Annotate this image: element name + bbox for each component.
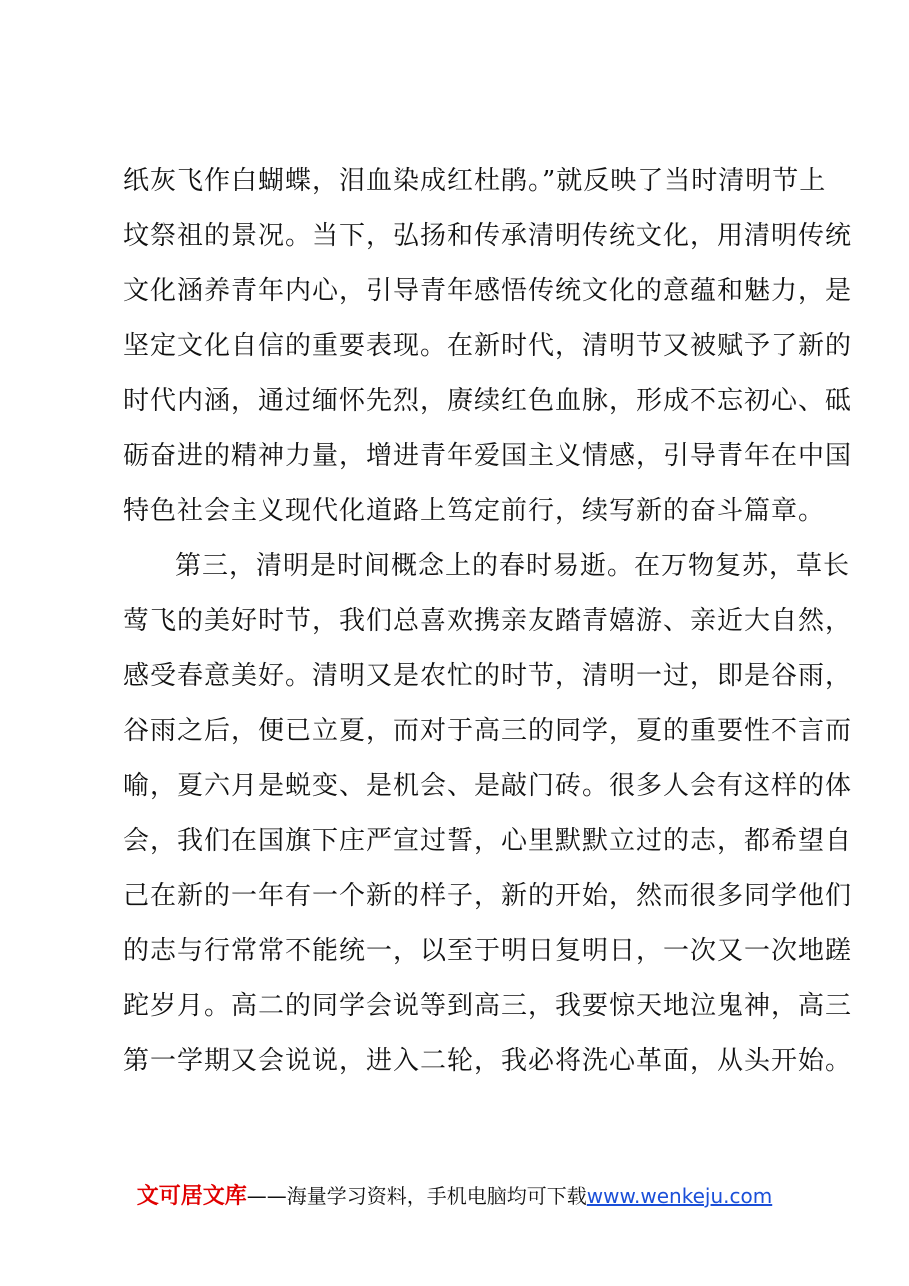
text-line: 莺飞的美好时节，我们总喜欢携亲友踏青嬉游、亲近大自然， [123,606,853,636]
text-line: 喻，夏六月是蜕变、是机会、是敲门砖。很多人会有这样的体 [123,771,853,801]
text-line: 纸灰飞作白蝴蝶，泪血染成红杜鹃。”就反映了当时清明节上 [123,166,827,196]
text-line: 时代内涵，通过缅怀先烈，赓续红色血脉，形成不忘初心、砥 [123,386,853,416]
page-footer [0,1181,909,1212]
footer-tagline: ——海量学习资料，手机电脑均可下载 [246,1184,587,1208]
paragraph-first-line: 第三，清明是时间概念上的春时易逝。在万物复苏，草长 [175,551,851,581]
text-line: 谷雨之后，便已立夏，而对于高三的同学，夏的重要性不言而 [123,716,853,746]
text-line: 坚定文化自信的重要表现。在新时代，清明节又被赋予了新的 [123,331,853,361]
text-line: 跎岁月。高二的同学会说等到高三，我要惊天地泣鬼神，高三 [123,991,853,1021]
text-line: 感受春意美好。清明又是农忙的时节，清明一过，即是谷雨， [123,661,853,691]
text-line: 砺奋进的精神力量，增进青年爱国主义情感，引导青年在中国 [123,441,853,471]
text-line: 坟祭祖的景况。当下，弘扬和传承清明传统文化，用清明传统 [123,221,853,251]
text-line: 己在新的一年有一个新的样子，新的开始，然而很多同学他们 [123,881,853,911]
text-line: 会，我们在国旗下庄严宣过誓，心里默默立过的志，都希望自 [123,826,853,856]
text-line: 第一学期又会说说，进入二轮，我必将洗心革面，从头开始。 [123,1046,853,1076]
text-line: 文化涵养青年内心，引导青年感悟传统文化的意蕴和魅力，是 [123,276,853,306]
text-line: 特色社会主义现代化道路上笃定前行，续写新的奋斗篇章。 [123,496,826,526]
footer-link[interactable]: www.wenkeju.com [586,1184,773,1208]
footer-brand: 文可居文库 [136,1184,247,1209]
text-line: 的志与行常常不能统一，以至于明日复明日，一次又一次地蹉 [123,936,853,966]
